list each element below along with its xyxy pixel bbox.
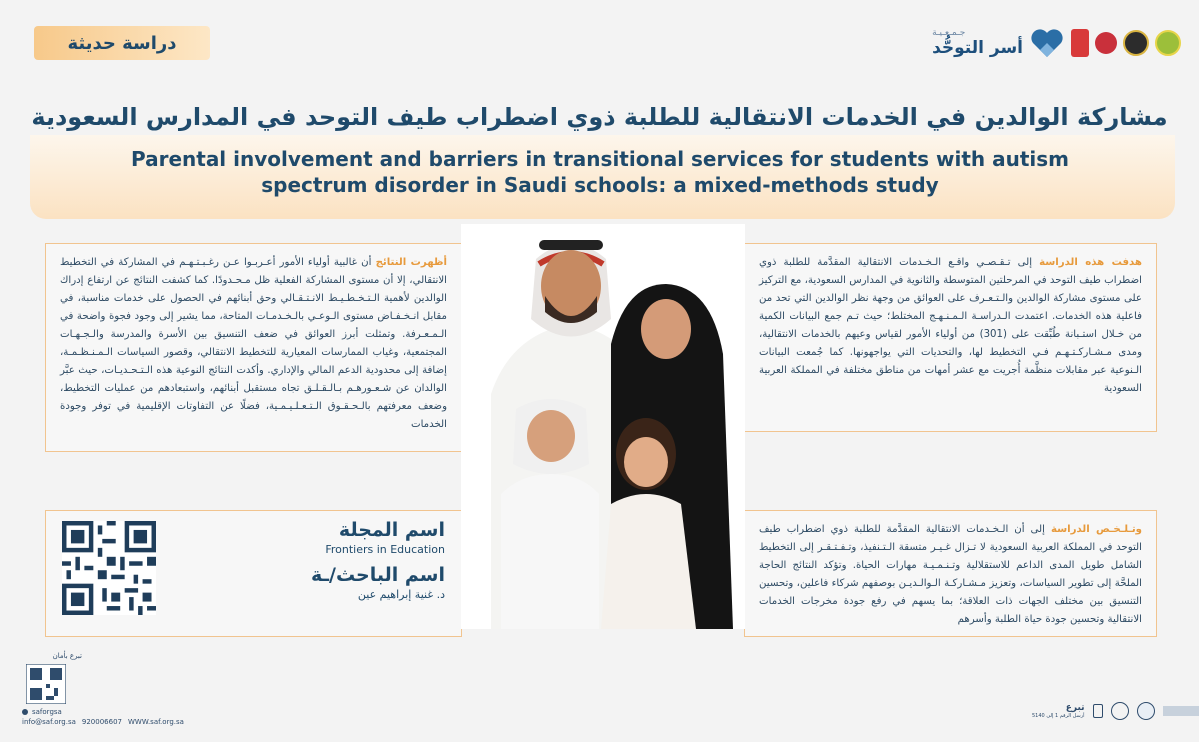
phone-icon xyxy=(1093,704,1103,718)
researcher-label: اسم الباحث/ـة xyxy=(310,564,445,586)
aim-label: هدفت هذه الدراسة xyxy=(1039,257,1142,268)
title-english xyxy=(60,146,1140,198)
conclusion-box xyxy=(744,510,1157,637)
award-logo-icon xyxy=(1123,30,1149,56)
title-english-line-2: spectrum disorder in Saudi schools: a mixed-methods study xyxy=(261,173,939,197)
category-badge-label: دراسة حديثة xyxy=(67,32,177,54)
aim-box xyxy=(744,243,1157,432)
social-handle[interactable]: saforgsa xyxy=(32,708,62,716)
results-label: أظهرت النتائج xyxy=(375,257,448,268)
donate-qr-icon[interactable] xyxy=(26,664,66,704)
conclusion-body: إلى أن الـخـدمات الانتقالية المقدَّمة للطلبة ذوي اضطراب طيف التوحد في المملكة العربية السعودية لا تـزال غـيـر متسقة الـتـنفيذ، وتـفـتـقـر إلى التخطيط الشامل طويل المدى الداعم للاستقلالية وتـنـمـيـة مهارات الحياة. وتؤكد النتائج الحاجة الملحَّة إلى تطوير السياسات، وتعزيز مـشـاركـة الـوالـديـن بوصفهم شركاء فاعلين، وتحسين التنسيق بين مختلف الجهات ذات العلاقة؛ بما يسهم في رفع جودة مخرجات الخدمات الانتقالية وتحسين جودة حياة الطلبة وأسرهم xyxy=(759,524,1142,625)
researcher-name: د. غنية إبراهيم عين xyxy=(357,588,445,601)
donate-label: تبرع بأمان xyxy=(52,652,82,660)
sms-title: تبرع xyxy=(1065,703,1085,713)
ministry-name-logo xyxy=(1163,706,1199,716)
journal-name: Frontiers in Education xyxy=(325,543,445,556)
aim-text xyxy=(745,244,1156,398)
family-illustration xyxy=(461,224,745,629)
aim-body: إلى تـقـصـي واقـع الـخـدمات الانتقالية المقدَّمة للطلبة ذوي اضطراب طيف التوحد في المرحلتين المتوسطة والثانوية في المدارس السعودية، مع التركيز على مستوى مشاركة الوالدين والـتـعـرف على العوائق من وجهة نظر الوالدين التي تحد من فاعلية هذه الخدمات. اعتمدت الـدراسـة الـمـنـهـج المختلط؛ حيث تـم جمع البيانات الكمية من خـلال استـبانة طُبِّقت على (301) من أولياء الأمور لقياس وعيهم بالخدمات الانتقالية، ومدى مـشـاركـتـهـم فـي التخطيط لها، والتحديات التي يواجهونها. كما جُمعت البيانات الـنوعية عبر مقابلات منظَّمة أُجريت مع عشر أمهات من مناطق مختلفة في المملكة العربية السعودية xyxy=(759,257,1142,394)
family-photo xyxy=(461,224,745,629)
contact-row xyxy=(22,718,184,726)
brand-name: أسر التوحُّد xyxy=(932,38,1023,58)
logo-strip xyxy=(932,20,1181,66)
results-body: أن غالبية أولياء الأمور أعـربـوا عـن رغـبـتـهـم في المشاركة في التخطيط الانتقالي، إلا أن مستوى المشاركة الفعلية ظل مـحـدودًا. كما كشفت النتائج عن ارتفاع إدراك الوالدين لأهمية الـتـخـطـيـط الانـتـقـالي وحق أبنائهم في الحصول على خدمات مناسبة، في مقابل انـخـفـاض مستوى الـوعـي بالـخـدمـات المتاحة، مما يشير إلى وجود فجوة واضحة في الـمـعـرفة. وتمثلت أبرز العوائق في ضعف التنسيق بين الأسرة والمدرسة والـجـهـات المجتمعية، وغياب الممارسات المعيارية للتخطيط الانتقالي، وقصور السياسات الـمـنـظـمـة، إضافة إلى محدودية الدعم المالي والإداري. وأكدت النتائج النوعية هذه الـتـحـديـات، حيث عبَّر الوالدان عن شـعـورهـم بـالـقـلـق تجاه مستقبل أبنائهم، واستبعادهم من عمليات التخطيط، وضعف معرفتهم بالـحـقـوق الـتـعـلـيـمـية، فضلًا عن التفاوتات الإقليمية في توفر وجودة الخدمات xyxy=(60,257,447,430)
ministry-logo-icon xyxy=(1137,702,1155,720)
qr-code-icon[interactable] xyxy=(62,521,156,615)
conclusion-label: وتـلـخـص الدراسة xyxy=(1050,524,1142,535)
title-arabic: مشاركة الوالدين في الخدمات الانتقالية للطلبة ذوي اضطراب طيف التوحد في المدارس السعودية xyxy=(31,103,1168,131)
social-icon xyxy=(22,709,28,715)
conclusion-text xyxy=(745,511,1156,629)
iso-logo-icon xyxy=(1111,702,1129,720)
emblem-logo-icon xyxy=(1155,30,1181,56)
heart-puzzle-icon xyxy=(1029,25,1065,61)
results-text xyxy=(46,244,461,434)
sms-text: أرسل الرقم 1 إلى 5140 xyxy=(1032,713,1085,719)
partner-logo-icon xyxy=(1095,32,1117,54)
results-box xyxy=(45,243,462,452)
social-row xyxy=(22,708,62,716)
publication-info-box xyxy=(45,510,462,637)
brand-small-text: جـمـعـيـة xyxy=(932,28,966,38)
certificate-logo-icon xyxy=(1071,29,1089,57)
brand-logo xyxy=(932,25,1065,61)
website-link[interactable]: WWW.saf.org.sa xyxy=(127,718,184,726)
email-link[interactable]: info@saf.org.sa xyxy=(22,718,76,726)
sms-donation xyxy=(1032,702,1199,720)
category-badge xyxy=(34,26,210,60)
publication-info xyxy=(311,519,445,601)
title-english-line-1: Parental involvement and barriers in transitional services for students with autism xyxy=(130,147,1070,171)
journal-label: اسم المجلة xyxy=(338,519,445,541)
phone-number[interactable]: 920006607 xyxy=(81,718,122,726)
